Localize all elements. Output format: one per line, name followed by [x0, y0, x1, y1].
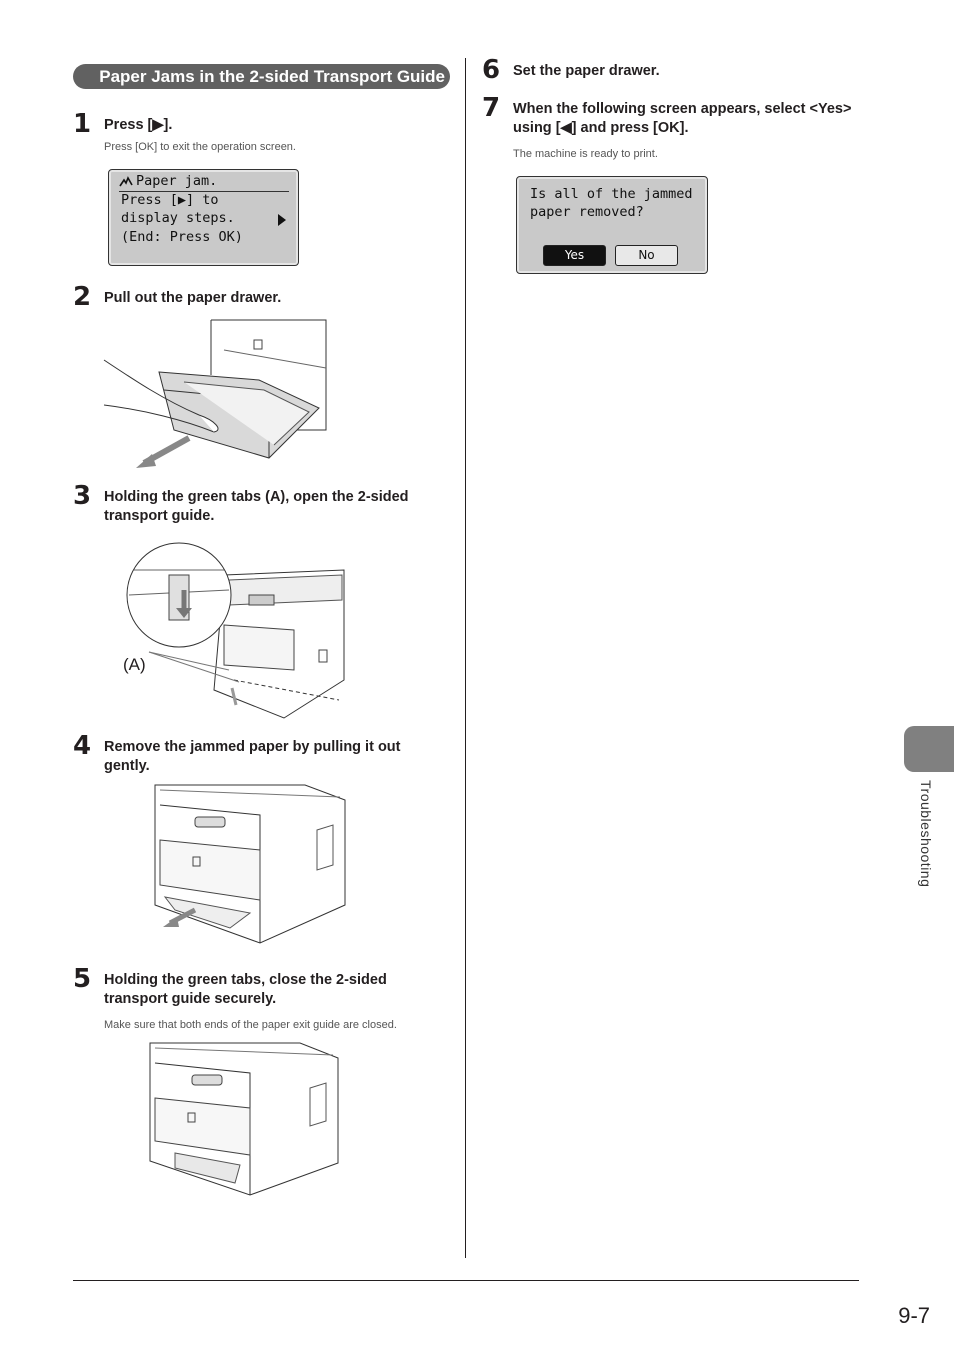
- step-3-number: 3: [73, 481, 92, 511]
- step-2-text: Pull out the paper drawer.: [104, 290, 282, 306]
- column-divider: [465, 58, 466, 1258]
- step-3-text-line2: transport guide.: [104, 508, 215, 524]
- lcd-confirm-screen: [516, 176, 708, 274]
- callout-a-label: (A): [123, 655, 146, 674]
- step-1-number: 1: [73, 109, 92, 139]
- lcd2-line1: Is all of the jammed: [530, 186, 693, 202]
- pull-drawer-illustration: [104, 320, 344, 470]
- footer-rule: [73, 1280, 859, 1281]
- section-title: Paper Jams in the 2-sided Transport Guide: [73, 64, 450, 89]
- step-7-number: 7: [482, 93, 501, 123]
- step-5-note: Make sure that both ends of the paper exit guide are closed.: [104, 1019, 397, 1031]
- step-6-text: Set the paper drawer.: [513, 63, 660, 79]
- step-5-number: 5: [73, 964, 92, 994]
- remove-jammed-paper-illustration: [155, 785, 345, 945]
- step-3-text-line1: Holding the green tabs (A), open the 2-sided: [104, 489, 409, 505]
- wrench-jam-icon: [119, 176, 133, 188]
- lcd1-line3: display steps.: [121, 210, 235, 226]
- close-transport-guide-illustration: [150, 1043, 340, 1198]
- step-7-note: The machine is ready to print.: [513, 148, 658, 160]
- step-6-number: 6: [482, 55, 501, 85]
- chapter-tab: [904, 726, 954, 772]
- chapter-label: Troubleshooting: [918, 780, 934, 888]
- step-5-text-line2: transport guide securely.: [104, 991, 277, 1007]
- lcd-paper-jam-screen: [108, 169, 299, 266]
- open-transport-guide-illustration: [124, 540, 344, 720]
- step-7-text-line1: When the following screen appears, select <Yes>: [513, 101, 852, 117]
- right-arrow-icon: [277, 214, 287, 226]
- page-number: 9-7: [898, 1303, 930, 1328]
- lcd1-line2: Press [▶] to: [121, 192, 219, 208]
- lcd1-line4: (End: Press OK): [121, 229, 243, 245]
- yes-button[interactable]: Yes: [543, 245, 606, 266]
- step-4-text-line1: Remove the jammed paper by pulling it out: [104, 739, 401, 755]
- lcd2-line2: paper removed?: [530, 204, 644, 220]
- step-7-text-line2: using [◀] and press [OK].: [513, 120, 689, 136]
- no-button[interactable]: No: [615, 245, 678, 266]
- lcd1-line1: Paper jam.: [136, 173, 218, 189]
- step-5-text-line1: Holding the green tabs, close the 2-sided: [104, 972, 387, 988]
- step-4-number: 4: [73, 731, 92, 761]
- step-2-number: 2: [73, 282, 92, 312]
- step-1-note: Press [OK] to exit the operation screen.: [104, 141, 296, 153]
- step-4-text-line2: gently.: [104, 758, 150, 774]
- step-1-text: Press [▶].: [104, 117, 173, 133]
